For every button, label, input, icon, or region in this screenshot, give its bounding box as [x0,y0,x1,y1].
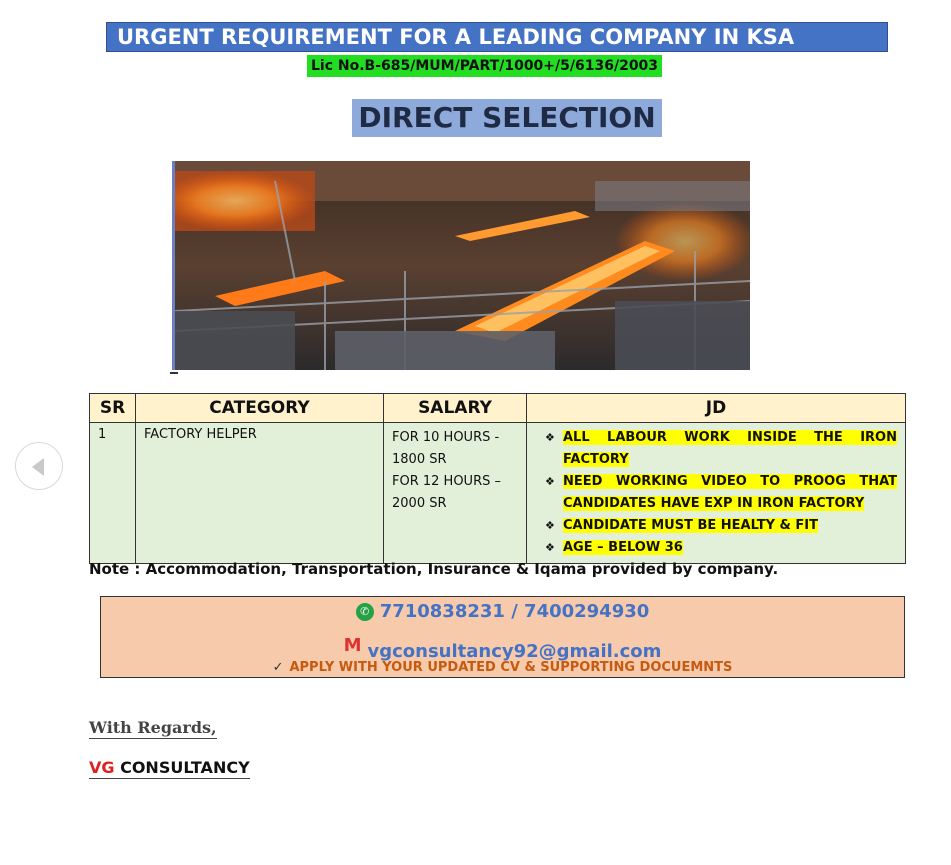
table-header-row [90,394,906,423]
header-salary: SALARY [384,394,527,423]
cell-sr: 1 [90,423,136,564]
header-jd: JD [527,394,906,423]
jd-item-text: NEED WORKING VIDEO TO PROOG THAT CANDIDATES HAVE EXP IN IRON FACTORY [563,474,897,511]
email-row [101,635,904,662]
header-category: CATEGORY [136,394,384,423]
job-table [89,393,906,564]
image-underline-mark [170,372,178,374]
regards-text: With Regards, [89,718,217,737]
apply-row [101,660,904,675]
header-sr: SR [90,394,136,423]
jd-item-text: ALL LABOUR WORK INSIDE THE IRON FACTORY [563,430,897,467]
license-number: Lic No.B-685/MUM/PART/1000+/5/6136/2003 [307,55,662,77]
cell-jd [527,423,906,564]
jd-item-text: AGE – BELOW 36 [563,540,683,555]
benefits-note: Note : Accommodation, Transportation, Insurance & Iqama provided by company. [89,560,779,578]
table-row [90,423,906,564]
cell-category: FACTORY HELPER [136,423,384,564]
salary-line: 2000 SR [392,496,447,511]
phone-numbers[interactable]: 7710838231 / 7400294930 [379,601,650,622]
apply-text: APPLY WITH YOUR UPDATED CV & SUPPORTING DOCUEMNTS [289,660,733,675]
company-prefix: VG [89,758,115,777]
gmail-icon: M [343,635,362,656]
cell-salary [384,423,527,564]
jd-item-text: CANDIDATE MUST BE HEALTY & FIT [563,518,818,533]
job-title-banner: URGENT REQUIREMENT FOR A LEADING COMPANY IN KSA [106,22,888,52]
jd-list [535,427,897,559]
jd-item [545,427,897,471]
iron-factory-photo [172,161,750,370]
direct-selection-heading: DIRECT SELECTION [352,99,662,137]
chevron-left-icon [32,458,44,476]
jd-item [545,515,897,537]
salary-line: FOR 10 HOURS - [392,430,500,445]
contact-box [100,596,905,678]
salary-line: 1800 SR [392,452,447,467]
company-suffix: CONSULTANCY [114,758,250,777]
previous-slide-button[interactable] [15,442,63,490]
whatsapp-icon: ✆ [356,603,374,621]
salary-line: FOR 12 HOURS – [392,474,501,489]
email-address[interactable]: vgconsultancy92@gmail.com [367,641,662,662]
checkmark-icon: ✓ [272,660,284,675]
jd-item [545,471,897,515]
company-signature [89,758,250,779]
phone-row [101,601,904,622]
jd-item [545,537,897,559]
